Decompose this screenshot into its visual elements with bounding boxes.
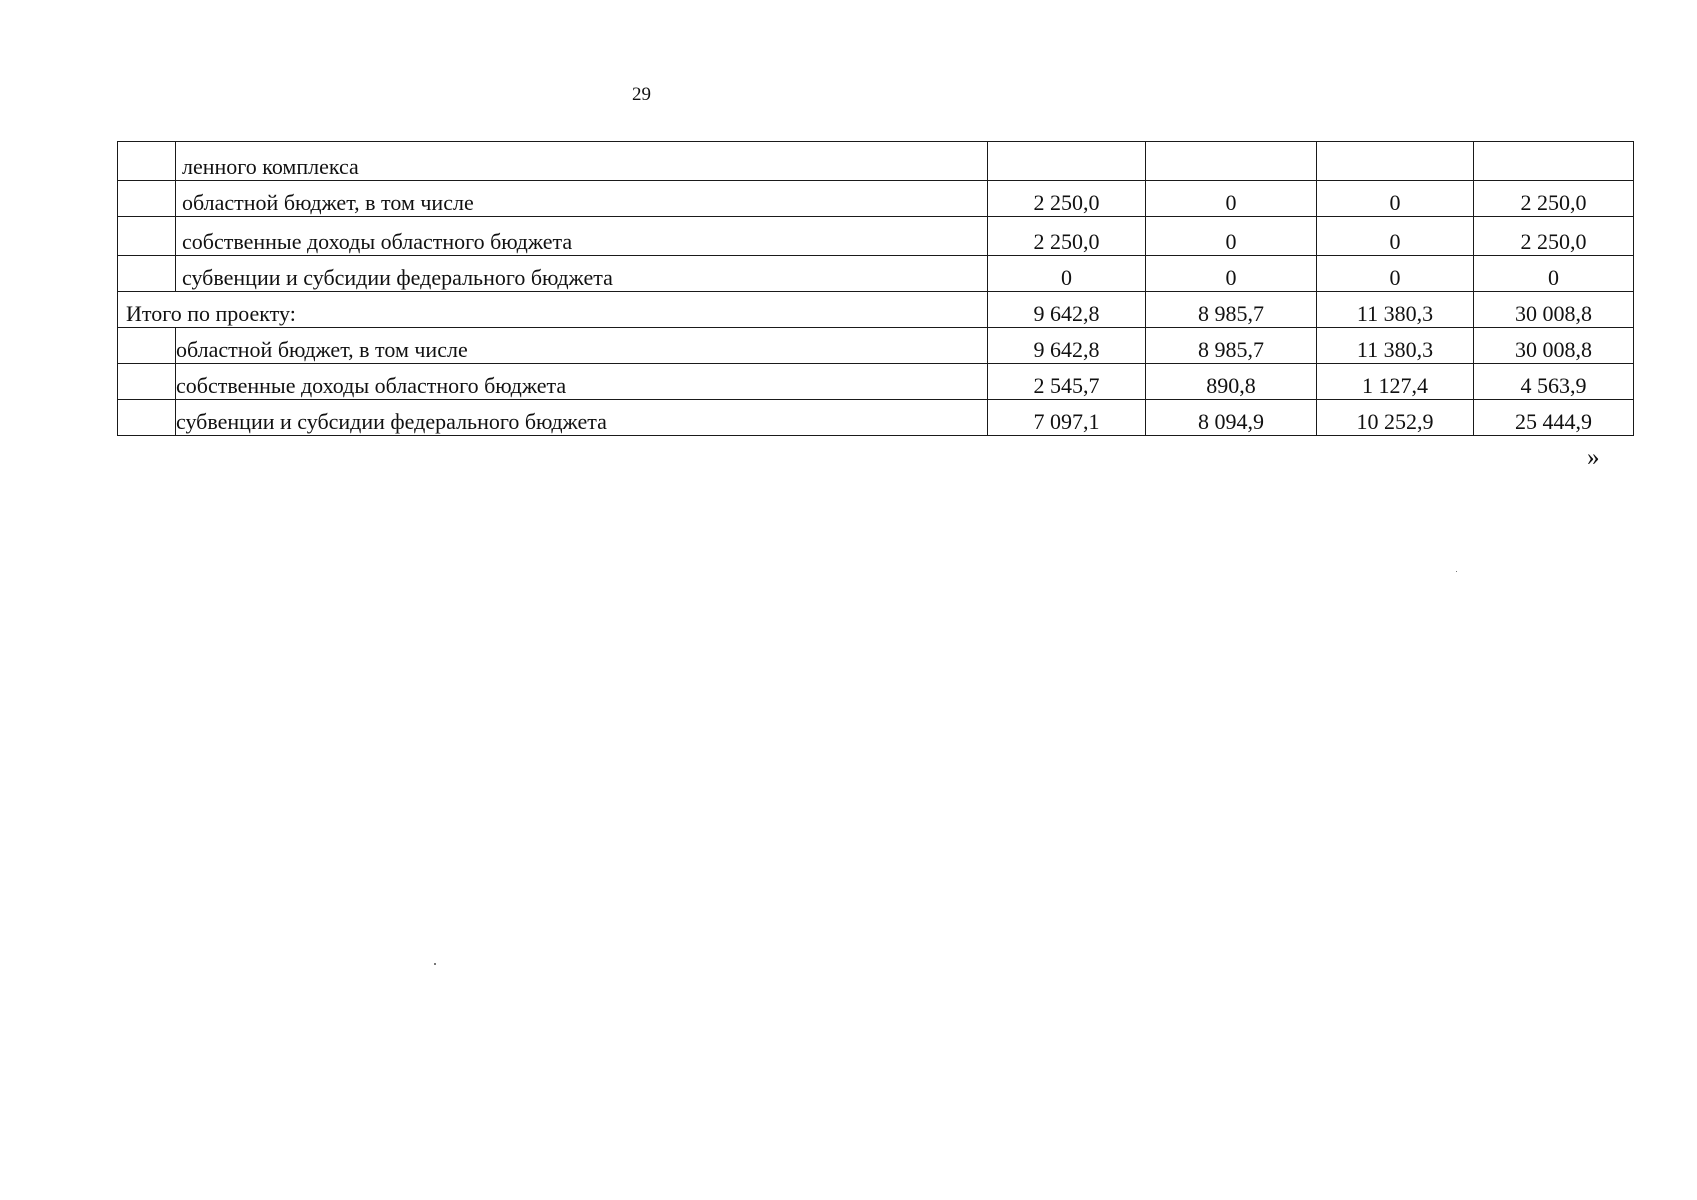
page-number: 29 — [632, 84, 651, 105]
value-cell: 10 252,9 — [1317, 400, 1474, 436]
row-index-cell — [118, 181, 176, 217]
value-cell: 0 — [1317, 256, 1474, 292]
value-cell: 0 — [1317, 181, 1474, 217]
value-cell: 2 545,7 — [988, 364, 1146, 400]
value-cell: 8 094,9 — [1146, 400, 1317, 436]
row-index-cell — [118, 142, 176, 181]
value-cell — [988, 142, 1146, 181]
value-cell: 11 380,3 — [1317, 328, 1474, 364]
row-index-cell — [118, 217, 176, 256]
row-index-cell — [118, 256, 176, 292]
value-cell: 9 642,8 — [988, 328, 1146, 364]
budget-table — [117, 141, 1634, 436]
value-cell: 8 985,7 — [1146, 292, 1317, 328]
table-row — [118, 256, 1634, 292]
row-label: областной бюджет, в том числе — [176, 328, 988, 364]
value-cell: 0 — [1317, 217, 1474, 256]
value-cell: 0 — [1474, 256, 1634, 292]
scan-speck — [1456, 571, 1457, 572]
row-label: ленного комплекса — [176, 142, 988, 181]
value-cell: 890,8 — [1146, 364, 1317, 400]
value-cell — [1317, 142, 1474, 181]
value-cell: 30 008,8 — [1474, 328, 1634, 364]
value-cell: 2 250,0 — [988, 217, 1146, 256]
table-row — [118, 142, 1634, 181]
value-cell: 0 — [988, 256, 1146, 292]
row-index-cell — [118, 328, 176, 364]
row-label: областной бюджет, в том числе — [176, 181, 988, 217]
value-cell — [1474, 142, 1634, 181]
row-label: субвенции и субсидии федерального бюджета — [176, 256, 988, 292]
value-cell: 2 250,0 — [988, 181, 1146, 217]
value-cell: 30 008,8 — [1474, 292, 1634, 328]
value-cell: 8 985,7 — [1146, 328, 1317, 364]
value-cell: 25 444,9 — [1474, 400, 1634, 436]
table-row — [118, 400, 1634, 436]
row-label: субвенции и субсидии федерального бюджета — [176, 400, 988, 436]
value-cell: 4 563,9 — [1474, 364, 1634, 400]
row-label: собственные доходы областного бюджета — [176, 364, 988, 400]
value-cell: 2 250,0 — [1474, 181, 1634, 217]
table-row-total — [118, 292, 1634, 328]
value-cell: 2 250,0 — [1474, 217, 1634, 256]
value-cell: 0 — [1146, 217, 1317, 256]
row-label: собственные доходы областного бюджета — [176, 217, 988, 256]
value-cell — [1146, 142, 1317, 181]
value-cell: 0 — [1146, 256, 1317, 292]
row-index-cell — [118, 364, 176, 400]
value-cell: 1 127,4 — [1317, 364, 1474, 400]
value-cell: 0 — [1146, 181, 1317, 217]
scan-speck — [434, 963, 436, 965]
table-row — [118, 364, 1634, 400]
table-row — [118, 181, 1634, 217]
table-row — [118, 217, 1634, 256]
value-cell: 9 642,8 — [988, 292, 1146, 328]
total-label: Итого по проекту: — [118, 292, 988, 328]
value-cell: 7 097,1 — [988, 400, 1146, 436]
table-row — [118, 328, 1634, 364]
row-index-cell — [118, 400, 176, 436]
closing-quote-mark: » — [1587, 444, 1600, 471]
value-cell: 11 380,3 — [1317, 292, 1474, 328]
